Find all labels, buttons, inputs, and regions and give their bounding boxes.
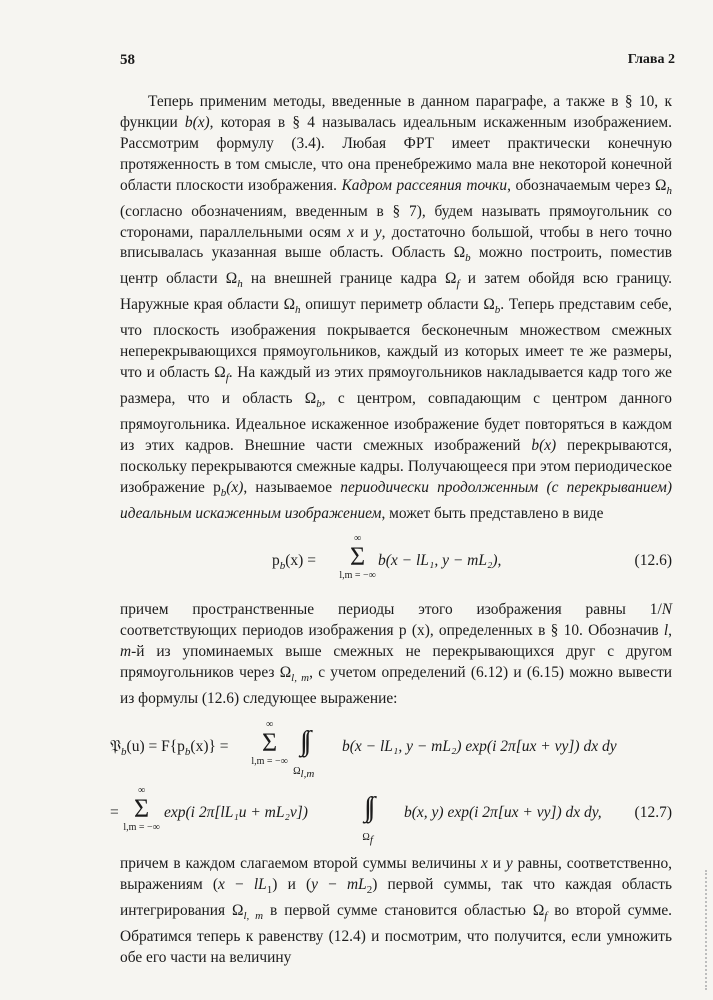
text-run: , может быть представлено в виде (381, 504, 604, 522)
math-run: lL (253, 875, 267, 893)
math-run: l (663, 621, 669, 639)
text-run: , обозначаемым через Ω (507, 176, 667, 194)
text-run: опишут периметр области Ω (300, 296, 495, 314)
sum-lower: l,m = −∞ (123, 822, 160, 833)
equation-body: exp(i 2π[lL₁u + mL₂v]) (164, 804, 308, 821)
text-run: − (317, 875, 348, 893)
math-run: y (505, 855, 513, 872)
double-integral: ∫∫ $\Omega_f$ (364, 794, 371, 822)
eq-text: (u) = F{p (126, 738, 185, 755)
subscript: l,m (300, 768, 315, 780)
eq-symbol: p (272, 552, 280, 569)
paragraph-3 (120, 854, 672, 969)
text-run: , которая в § 4 называлась идеальным искаженным изображением. Рассмотрим формулу (3.4). Любая ФРТ имеет практически конечную протяженность в том смысле, что она пренебрежимо мала вне некоторой конечной области плоскости изображения. (120, 113, 672, 194)
equation-12-7-line1 (110, 719, 680, 780)
text-run: , (668, 621, 672, 639)
math-run: b(x) (531, 437, 557, 455)
equation-body: b(x − lL₁, y − mL₂) exp(i 2π[ux + vy]) dx dy (342, 738, 617, 755)
text-run: и затем обойдя всю границу. Наружные края области Ω (120, 270, 673, 314)
sum-lower: l,m = −∞ (339, 570, 376, 581)
math-run: x (218, 875, 225, 893)
subscript: b (184, 746, 191, 759)
sum-upper: ∞ (137, 785, 146, 796)
text-run: можно построить, поместив центр области Ω (120, 244, 673, 288)
italic-term: Кадром рассеяния точки (341, 176, 508, 194)
math-run: (x) (226, 478, 244, 496)
subscript: b (220, 486, 227, 499)
subscript: b (316, 398, 322, 411)
sum-lower: l,m = −∞ (251, 756, 288, 767)
math-run: y (374, 223, 382, 241)
equals-sign: = (110, 804, 119, 821)
double-integral: ∫∫ $\Omega_{l,m}$ (300, 728, 307, 756)
math-run: y (311, 875, 318, 893)
text-run: причем пространственные периоды этого изображения равны 1/ (120, 601, 662, 618)
math-run: N (661, 601, 672, 618)
paragraph-1 (120, 92, 672, 525)
text-run: − (224, 875, 254, 893)
subscript: h (295, 304, 301, 317)
math-run: mL (347, 875, 367, 893)
math-run: x (347, 223, 354, 241)
equation-12-6 (110, 533, 680, 592)
math-run: x (481, 855, 488, 872)
subscript: h (666, 184, 672, 197)
scan-edge-mark (700, 870, 707, 990)
math-run: p (213, 478, 221, 496)
text-run: в первой сумме становится областью Ω (263, 901, 545, 919)
subscript: b (465, 252, 471, 265)
text-run: . Теперь представим себе, что плоскость изображения покрывается бесконечным множеством смежных неперекрывающихся прямоугольников, каждый из которых имеет те же размеры, что и область Ω (120, 296, 672, 382)
italic-term: периодически продолженным (с перекрыванием) идеальным искаженным изображением (120, 478, 672, 522)
text-run: , достаточно большой, чтобы в него точно вписывалась указанная выше область. Область Ω (120, 223, 672, 262)
text-run: и (353, 223, 375, 241)
text-run: перекрываются, поскольку перекрываются смежные кадры. Получающееся при этом периодическое изображение (120, 437, 672, 496)
equation-lhs (272, 552, 316, 572)
page-number: 58 (120, 52, 135, 68)
text-run: во второй сумме. Обратимся теперь к равенству (12.4) и посмотрим, что получится, если умножить обе его части на величину (120, 901, 672, 966)
eq-text: (x)} = (190, 738, 229, 755)
subscript: f (369, 834, 373, 846)
sum-sign: Σ ∞ l,m = −∞ (123, 785, 160, 833)
text-run: . На каждый из этих прямоугольников накладывается кадр того же размера, что и область Ω (120, 364, 672, 408)
text-run: -й из упоминаемых выше смежных не перекрывающихся друг с другом прямоугольников через Ω (120, 642, 672, 681)
text-run: (согласно обозначениям, введенным в § 7), будем называть прямоугольник со сторонами, параллельными осям (120, 202, 672, 241)
subscript: 1 (266, 883, 273, 896)
text-run: и (487, 855, 506, 872)
text-run: причем в каждом слагаемом второй суммы величины (120, 855, 482, 872)
eq-symbol: 𝔓 (110, 738, 122, 755)
integral-lower (293, 758, 314, 788)
int-domain: Ω (293, 766, 301, 777)
subscript: f (544, 909, 548, 922)
sum-upper: ∞ (265, 719, 274, 730)
subscript: l, m (243, 909, 264, 922)
text-run: ) и ( (272, 875, 312, 893)
subscript: f (456, 278, 460, 291)
text-run: ) первой суммы, так что каждая область интегрирования Ω (120, 875, 672, 919)
equation-body: b(x − lL₁, y − mL₂), (378, 552, 502, 569)
equation-body: b(x, y) exp(i 2π[ux + vy]) dx dy, (404, 804, 602, 821)
paragraph-2 (120, 600, 672, 710)
math-run: b(x) (184, 113, 210, 131)
integral-lower (362, 824, 373, 854)
text-run: , называемое (243, 478, 341, 496)
sum-upper: ∞ (353, 533, 362, 544)
text-run: Теперь применим методы, введенные в данном параграфе, а также в § 10, к функции (120, 93, 672, 131)
text-run: , с учетом определений (6.12) и (6.15) можно вывести из формулы (12.6) следующее выражение: (120, 663, 672, 707)
subscript: f (225, 372, 229, 385)
subscript: l, m (291, 671, 310, 684)
text-run: , с центром, совпадающим с центром данного прямоугольника. Идеальное искаженное изображение будет повторяться в каждом из этих кадров. Внешние части смежных изображений (120, 390, 673, 455)
subscript: b (279, 560, 286, 573)
subscript: 2 (366, 883, 373, 896)
int-domain: Ω (362, 832, 370, 843)
text-run: равны, соответственно, выражениям ( (120, 855, 672, 893)
sum-sign: Σ ∞ l,m = −∞ (339, 533, 376, 581)
equation-number: (12.7) (634, 804, 672, 821)
chapter-title: Глава 2 (627, 52, 675, 67)
equation-12-7-line2 (110, 786, 680, 846)
subscript: b (494, 304, 501, 317)
eq-text: (x) = (285, 552, 316, 569)
equation-lhs (110, 738, 229, 758)
subscript: h (237, 278, 243, 291)
text-run: соответствующих периодов изображения p (x), определенных в § 10. Обозначив (120, 621, 664, 639)
math-run: m (120, 642, 132, 660)
sum-sign: Σ ∞ l,m = −∞ (251, 719, 288, 767)
equation-number: (12.6) (634, 552, 672, 569)
page-header (120, 52, 675, 72)
text-run: на внешней границе кадра Ω (242, 270, 457, 288)
subscript: b (121, 746, 127, 759)
